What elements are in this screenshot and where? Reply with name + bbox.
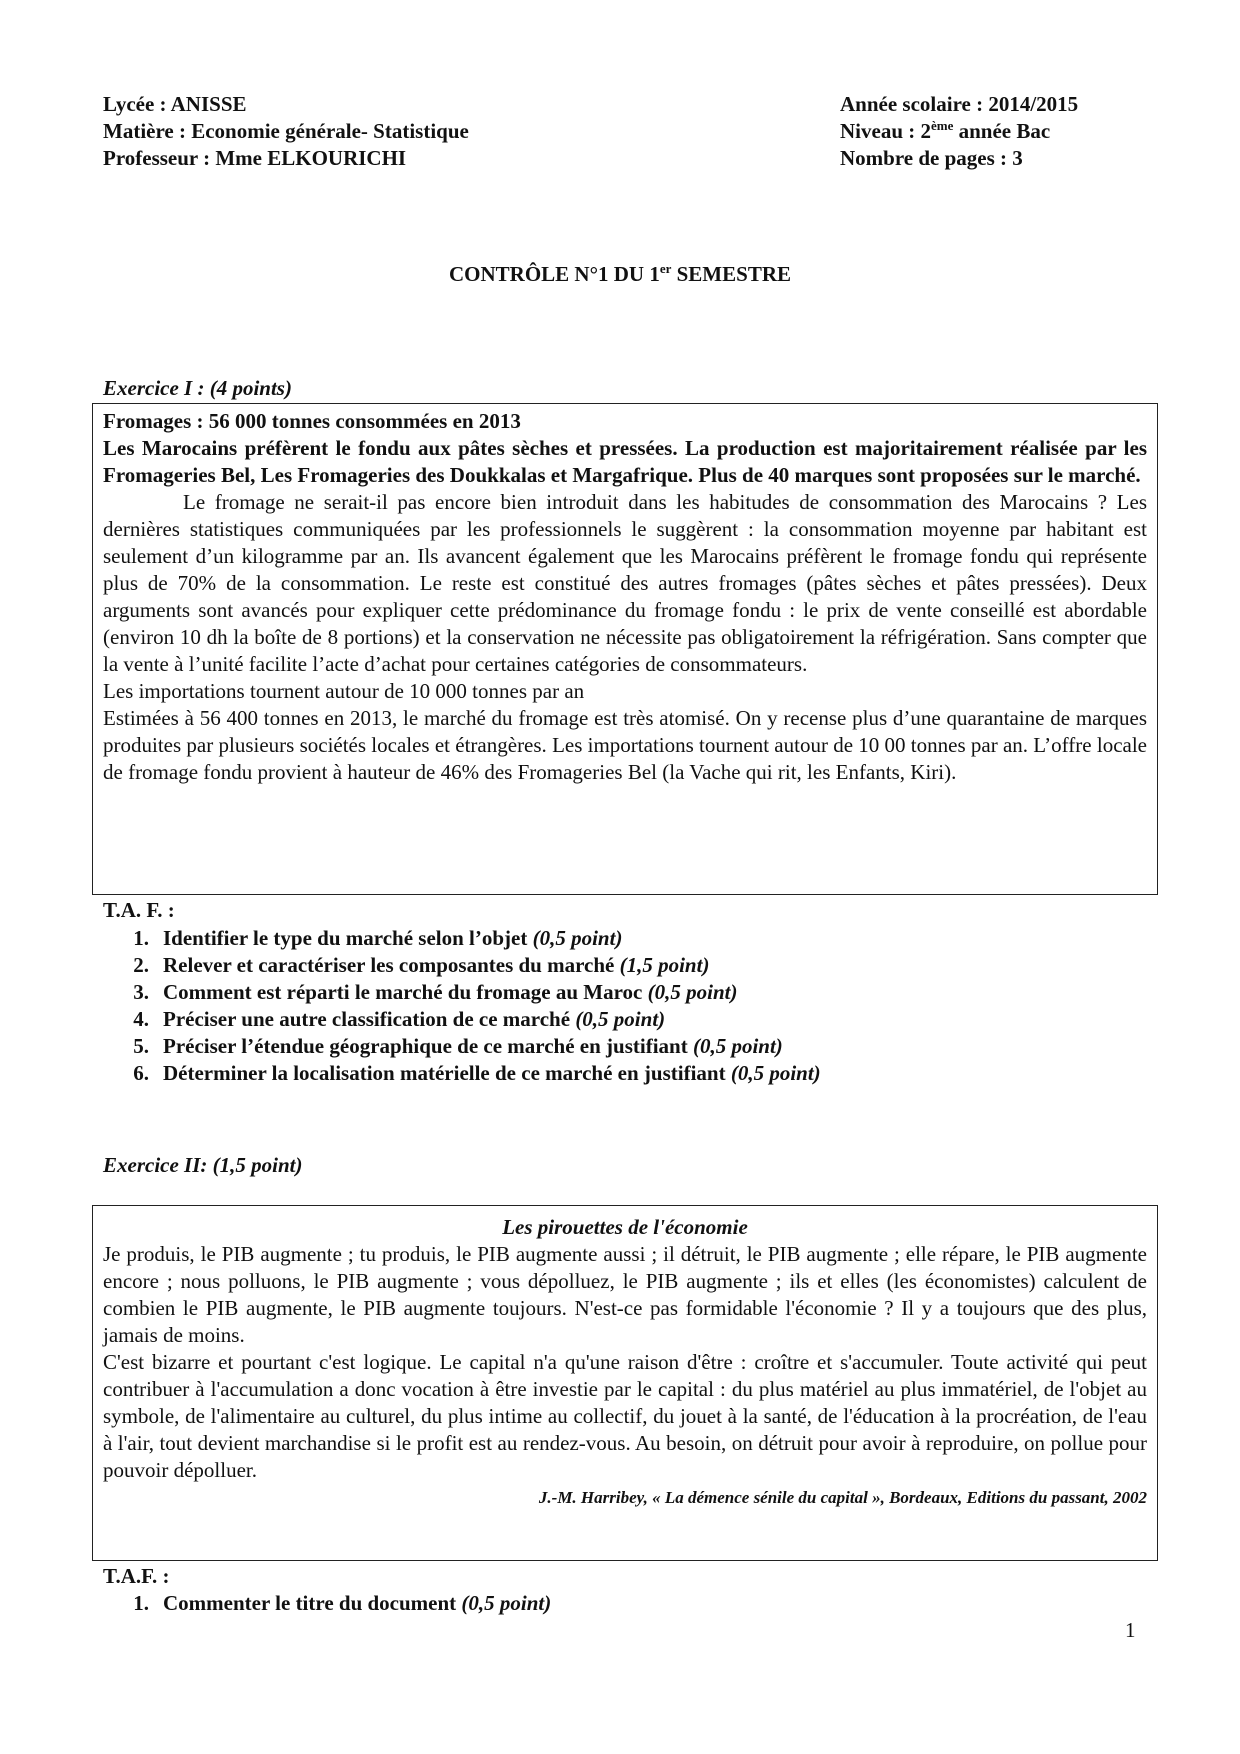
teacher: Professeur : Mme ELKOURICHI [103,146,407,170]
task-item: 4. Préciser une autre classification de ce marché (0,5 point) [133,1007,666,1031]
page-number: 1 [1125,1618,1136,1642]
page-title: CONTRÔLE N°1 DU 1er SEMESTRE [448,261,791,286]
level: Niveau : 2ème année Bac [840,118,1051,143]
exercise-2-taf-label: T.A.F. : [103,1564,170,1588]
task-item: 6. Déterminer la localisation matérielle de ce marché en justifiant (0,5 point) [133,1061,821,1085]
document-source: J.-M. Harribey, « La démence sénile du capital », Bordeaux, Editions du passant, 2002 [538,1488,1147,1507]
task-item: 1. Commenter le titre du document (0,5 point) [133,1591,552,1615]
exercise-1-task-list [103,925,821,1087]
school-name: Lycée : ANISSE [103,92,247,116]
exercise-1-label: Exercice I : (4 points) [103,376,292,400]
task-item: 1. Identifier le type du marché selon l’objet (0,5 point) [133,926,623,950]
exercise-2-task-list [103,1590,551,1617]
document-lead: Les Marocains préfèrent le fondu aux pâtes sèches et pressées. La production est majoritairement réalisée par les Fromageries Bel, Les Fromageries des Doukkalas et Margafrique. Plus de 40 marques sont proposées sur le marché. [103,436,1147,487]
task-item: 5. Préciser l’étendue géographique de ce marché en justifiant (0,5 point) [133,1034,783,1058]
page-count: Nombre de pages : 3 [840,146,1023,170]
document-paragraph: Le fromage ne serait-il pas encore bien introduit dans les habitudes de consommation des Marocains ? Les dernières statistiques communiquées par les professionnels le suggèrent : la consommation moyenne par habitant est seulement d’un kilogramme par an. Ils avancent également que les Marocains préfèrent le fromage fondu qui représente plus de 70% de la consommation. Le reste est constitué des autres fromages (pâtes sèches et pâtes pressées). Deux arguments sont avancés pour expliquer cette prédominance du fromage fondu : le prix de vente conseillé est abordable (environ 10 dh la boîte de 8 portions) et la conservation ne nécessite pas obligatoirement la réfrigération. Sans compter que la vente à l’unité facilite l’acte d’achat pour certaines catégories de consommateurs. [103,490,1147,676]
header-right [840,91,1078,172]
school-year: Année scolaire : 2014/2015 [840,92,1079,116]
task-item: 3. Comment est réparti le marché du fromage au Maroc (0,5 point) [133,980,738,1004]
exercise-2-label: Exercice II: (1,5 point) [103,1153,303,1177]
document-paragraph: Estimées à 56 400 tonnes en 2013, le marché du fromage est très atomisé. On y recense plus d’une quarantaine de marques produites par plusieurs sociétés locales et étrangères. Les importations tournent autour de 10 00 tonnes par an. L’offre locale de fromage fondu provient à hauteur de 46% des Fromageries Bel (la Vache qui rit, les Enfants, Kiri). [103,706,1147,784]
exercise-1-document [92,403,1158,895]
document-subheading: Les importations tournent autour de 10 000 tonnes par an [103,679,585,703]
exercise-1-taf-label: T.A. F. : [103,898,175,922]
document-paragraph: C'est bizarre et pourtant c'est logique. Le capital n'a qu'une raison d'être : croître et s'accumuler. Toute activité qui peut contribuer à l'accumulation a donc vocation à être investie par le capital : du plus matériel au plus immatériel, de l'objet au symbole, de l'alimentaire au culturel, du plus intime au collectif, du jouet à la santé, de l'éducation à la procréation, de l'eau à l'air, tout devient marchandise si le profit est au rendez-vous. Au besoin, on détruit pour avoir à reproduire, on pollue pour pouvoir dépolluer. [103,1350,1147,1482]
document-paragraph: Je produis, le PIB augmente ; tu produis, le PIB augmente aussi ; il détruit, le PIB augmente ; elle répare, le PIB augmente encore ; nous polluons, le PIB augmente ; vous dépolluez, le PIB augmente ; ils et elles (les économistes) calculent de combien le PIB augmente, le PIB augmente toujours. N'est-ce pas formidable l'économie ? Il y a toujours que des plus, jamais de moins. [103,1242,1147,1347]
header-left [103,91,469,172]
subject: Matière : Economie générale- Statistique [103,119,469,143]
task-item: 2. Relever et caractériser les composantes du marché (1,5 point) [133,953,710,977]
document-title: Les pirouettes de l'économie [502,1215,748,1239]
document-headline: Fromages : 56 000 tonnes consommées en 2013 [103,409,521,433]
exercise-2-document [92,1205,1158,1561]
